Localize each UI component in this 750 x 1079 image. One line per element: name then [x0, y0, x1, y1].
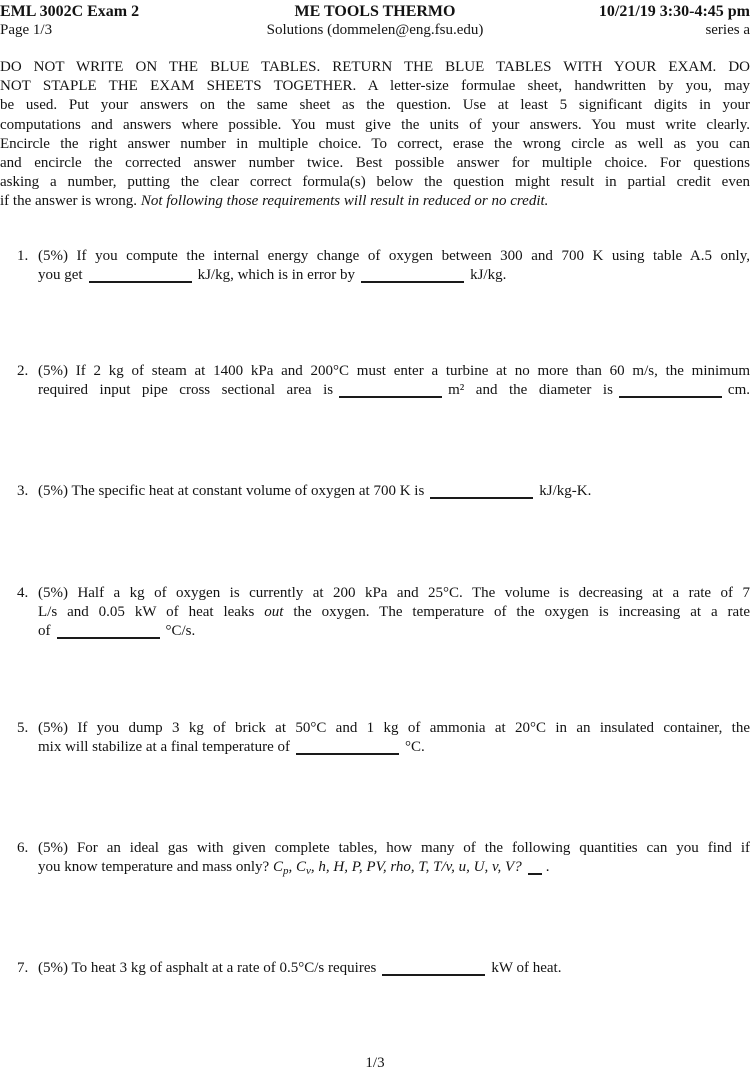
- instructions-credit-warning: Not following those requirements will result in reduced or no credit.: [140, 193, 549, 210]
- question-text: kW of heat.: [491, 960, 562, 976]
- question-body: [38, 247, 750, 285]
- question-1: [0, 247, 750, 285]
- question-text: (5%) For an ideal gas with given complete tables, how many of the following quantities can you find if: [38, 840, 750, 856]
- question-6: [0, 839, 750, 881]
- question-text: (5%) If 2 kg of steam at 1400 kPa and 200°C must enter a turbine at no more than 60 m/s, the minimum: [38, 363, 750, 379]
- question-body: [38, 959, 750, 978]
- question-body: [38, 482, 750, 501]
- math-subscript: v: [305, 865, 311, 877]
- series-label: series a: [705, 22, 750, 38]
- question-text: [38, 381, 750, 400]
- math-symbol: C: [272, 859, 283, 875]
- page-label: Page 1/3: [0, 22, 53, 38]
- question-text: the oxygen. The temperature of the oxygen is increasing at a rate: [293, 604, 750, 620]
- question-text: (5%) Half a kg of oxygen is currently at 200 kPa and 25°C. The volume is decreasing at a rate of 7: [38, 585, 750, 601]
- question-text: (5%) If you compute the internal energy change of oxygen between 300 and 700 K using table A.5 only,: [38, 248, 750, 264]
- question-text: you know temperature and mass only?: [38, 859, 270, 875]
- header-row-2: [0, 21, 750, 39]
- answer-blank: [619, 396, 722, 397]
- question-number: 6.: [17, 840, 29, 856]
- header-row-1: [0, 3, 750, 21]
- quantities-math-list: [273, 859, 522, 875]
- question-body: [38, 839, 750, 881]
- math-subscript: p: [282, 865, 289, 877]
- instructions-line: and encircle the corrected answer number twice. Best possible answer for multiple choice. For questions: [0, 155, 750, 172]
- course-exam-title: EML 3002C Exam 2: [0, 3, 140, 20]
- question-text: [38, 266, 750, 285]
- question-text: .: [545, 859, 550, 875]
- question-text: kJ/kg, which is in error by: [197, 267, 356, 283]
- question-body: [38, 362, 750, 400]
- question-text: [38, 858, 750, 881]
- question-text: cm.: [727, 382, 750, 398]
- answer-blank: [528, 873, 542, 874]
- exam-datetime: 10/21/19 3:30-4:45 pm: [598, 3, 750, 20]
- answer-blank: [339, 396, 442, 397]
- instructions-line: be used. Put your answers on the same sheet as the question. Use at least 5 significant digits in your: [0, 97, 750, 114]
- question-text: (5%) If you dump 3 kg of brick at 50°C and 1 kg of ammonia at 20°C in an insulated container, the: [38, 720, 750, 736]
- question-text: required input pipe cross sectional area is: [38, 382, 334, 398]
- instructions-line: DO NOT WRITE ON THE BLUE TABLES. RETURN THE BLUE TABLES WITH YOUR EXAM. DO: [0, 59, 750, 75]
- instructions-line: computations and answers where possible. You must give the units of your answers. You must write clearly.: [0, 116, 750, 133]
- question-text: (5%) The specific heat at constant volume of oxygen at 700 K is: [38, 483, 425, 499]
- question-text: mix will stabilize at a final temperature of: [38, 739, 290, 755]
- question-number: 4.: [17, 585, 29, 601]
- math-symbol: , C: [288, 859, 306, 875]
- answer-blank: [382, 974, 485, 975]
- math-symbol: , h, H, P, PV, rho, T, T/v, u, U, v, V?: [310, 859, 522, 875]
- instructions-text: if the answer is wrong.: [0, 193, 138, 210]
- question-text: m² and the diameter is: [448, 382, 613, 398]
- answer-blank: [430, 497, 533, 498]
- question-3: [0, 482, 750, 501]
- footer-page-indicator: 1/3: [365, 1055, 385, 1071]
- question-text: °C.: [405, 739, 425, 755]
- question-text: [38, 738, 750, 757]
- question-number: 3.: [17, 483, 29, 499]
- answer-blank: [57, 637, 160, 638]
- header: [0, 3, 750, 39]
- question-text: of: [38, 623, 51, 639]
- instructions-line: Encircle the right answer number in multiple choice. To correct, erase the wrong circle as well as you can: [0, 135, 750, 152]
- question-text: [38, 482, 750, 501]
- question-number: 1.: [17, 248, 29, 264]
- question-text: [38, 622, 750, 641]
- instructions-paragraph: [0, 58, 750, 212]
- question-text: °C/s.: [165, 623, 196, 639]
- exam-subject-title: ME TOOLS THERMO: [294, 3, 456, 20]
- solutions-contact: Solutions (dommelen@eng.fsu.edu): [266, 22, 484, 38]
- question-text: L/s and 0.05 kW of heat leaks: [38, 604, 255, 620]
- question-number: 5.: [17, 720, 29, 736]
- answer-blank: [296, 753, 399, 754]
- question-text: [38, 603, 750, 622]
- question-text: kJ/kg-K.: [539, 483, 592, 499]
- question-number: 7.: [17, 960, 29, 976]
- question-text: [38, 959, 750, 978]
- question-body: [38, 719, 750, 757]
- question-5: [0, 719, 750, 757]
- instructions-line: NOT STAPLE THE EXAM SHEETS TOGETHER. A letter-size formulae sheet, handwritten by you, may: [0, 78, 750, 95]
- question-text: you get: [38, 267, 83, 283]
- instructions-line: [0, 192, 750, 211]
- question-text-italic: out: [264, 604, 284, 620]
- answer-blank: [361, 281, 464, 282]
- question-body: [38, 584, 750, 641]
- question-text: kJ/kg.: [470, 267, 507, 283]
- question-7: [0, 959, 750, 978]
- answer-blank: [89, 281, 192, 282]
- question-2: [0, 362, 750, 400]
- instructions-line: asking a number, putting the clear correct formula(s) below the question might result in partial credit even: [0, 174, 750, 191]
- question-number: 2.: [17, 363, 29, 379]
- question-text: (5%) To heat 3 kg of asphalt at a rate of 0.5°C/s requires: [38, 960, 377, 976]
- question-4: [0, 584, 750, 641]
